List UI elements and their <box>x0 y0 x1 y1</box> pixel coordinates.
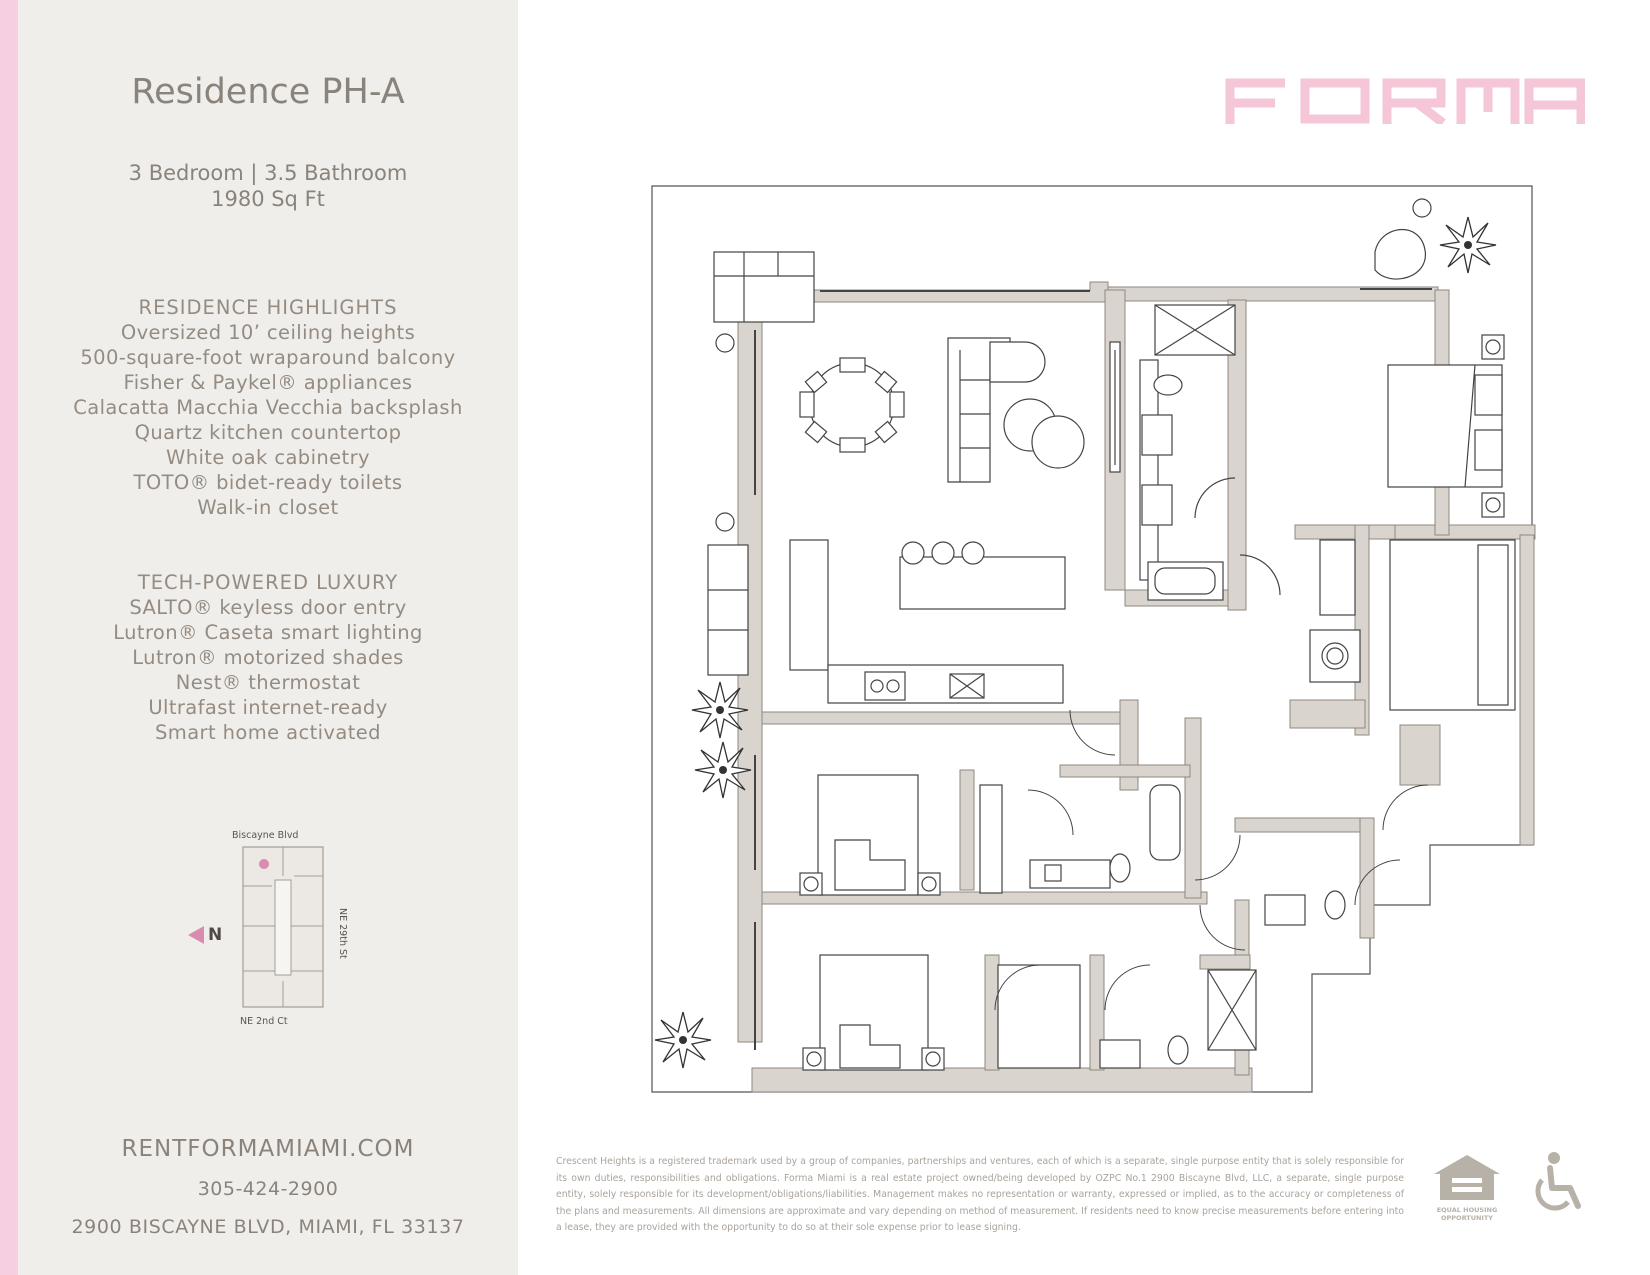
tech-item: Nest® thermostat <box>175 671 361 694</box>
legal-disclaimer: Crescent Heights is a registered trademark used by a group of companies, partnerships and ventures, each of which is a separate, single purpose entity that is solely responsible for its own duties, responsibilities and obligations. Forma Miami is a real estate project owned/being developed by OZPC No.1 2900 Biscayne Blvd, LLC, a separate, single purpose entity, solely responsible for its development/obligations/liabilities. Management makes no representation or warranty, expressed or implied, as to the accuracy or completeness of the plans and measurements. All dimensions are approximate and vary depending on method of measurement. If residents need to know precise measurements before entering into a lease, they are provided with the opportunity to do so at their sole expense prior to lease signing. <box>556 1156 1404 1233</box>
forma-logo-graphic <box>1225 78 1585 124</box>
equal-housing-badge <box>1432 1152 1502 1220</box>
highlight-item: White oak cabinetry <box>166 446 370 469</box>
building-footprint <box>242 846 324 1008</box>
residence-title: Residence PH-A <box>131 72 405 112</box>
compass-label: N <box>208 925 223 945</box>
pink-edge-strip <box>0 0 18 1275</box>
highlight-item: Quartz kitchen countertop <box>134 421 402 444</box>
highlight-item: Walk-in closet <box>197 496 339 519</box>
tech-item: Lutron® Caseta smart lighting <box>113 621 423 644</box>
highlights-heading: RESIDENCE HIGHLIGHTS <box>138 296 398 319</box>
website-link[interactable]: RENTFORMAMIAMI.COM <box>121 1136 415 1162</box>
highlight-item: TOTO® bidet-ready toilets <box>133 471 403 494</box>
equal-housing-icon <box>1432 1152 1502 1202</box>
south-street-label: NE 2nd Ct <box>240 1016 288 1027</box>
tech-item: Smart home activated <box>155 721 381 744</box>
floor-plan-drawing <box>600 170 1600 1100</box>
tech-item: SALTO® keyless door entry <box>129 596 407 619</box>
residence-area: 1980 Sq Ft <box>211 187 325 211</box>
tech-item: Lutron® motorized shades <box>132 646 404 669</box>
sidebar <box>18 0 518 1275</box>
residence-rooms: 3 Bedroom | 3.5 Bathroom <box>128 161 408 185</box>
highlight-item: Fisher & Paykel® appliances <box>123 371 413 394</box>
highlight-item: Calacatta Macchia Vecchia backsplash <box>73 396 463 419</box>
tech-list <box>18 570 518 745</box>
address: 2900 BISCAYNE BLVD, MIAMI, FL 33137 <box>71 1216 465 1238</box>
highlight-item: Oversized 10’ ceiling heights <box>120 321 416 344</box>
north-arrow-icon <box>188 926 204 944</box>
key-plan-map <box>188 830 368 1030</box>
floor-plan <box>600 170 1600 1100</box>
wheelchair-icon <box>1528 1150 1586 1214</box>
highlights-list <box>18 295 518 520</box>
east-street-label: NE 29th St <box>337 908 348 959</box>
phone-number[interactable]: 305-424-2900 <box>197 1178 339 1200</box>
eho-line1: EQUAL HOUSING <box>1436 1206 1498 1214</box>
tech-item: Ultrafast internet-ready <box>148 696 388 719</box>
north-street-label: Biscayne Blvd <box>232 830 299 841</box>
highlight-item: 500-square-foot wraparound balcony <box>80 346 456 369</box>
tech-heading: TECH-POWERED LUXURY <box>137 571 399 594</box>
accessibility-badge <box>1528 1150 1586 1214</box>
unit-location-marker <box>259 859 269 869</box>
forma-logo <box>1225 78 1585 124</box>
eho-line2: OPPORTUNITY <box>1440 1214 1493 1222</box>
